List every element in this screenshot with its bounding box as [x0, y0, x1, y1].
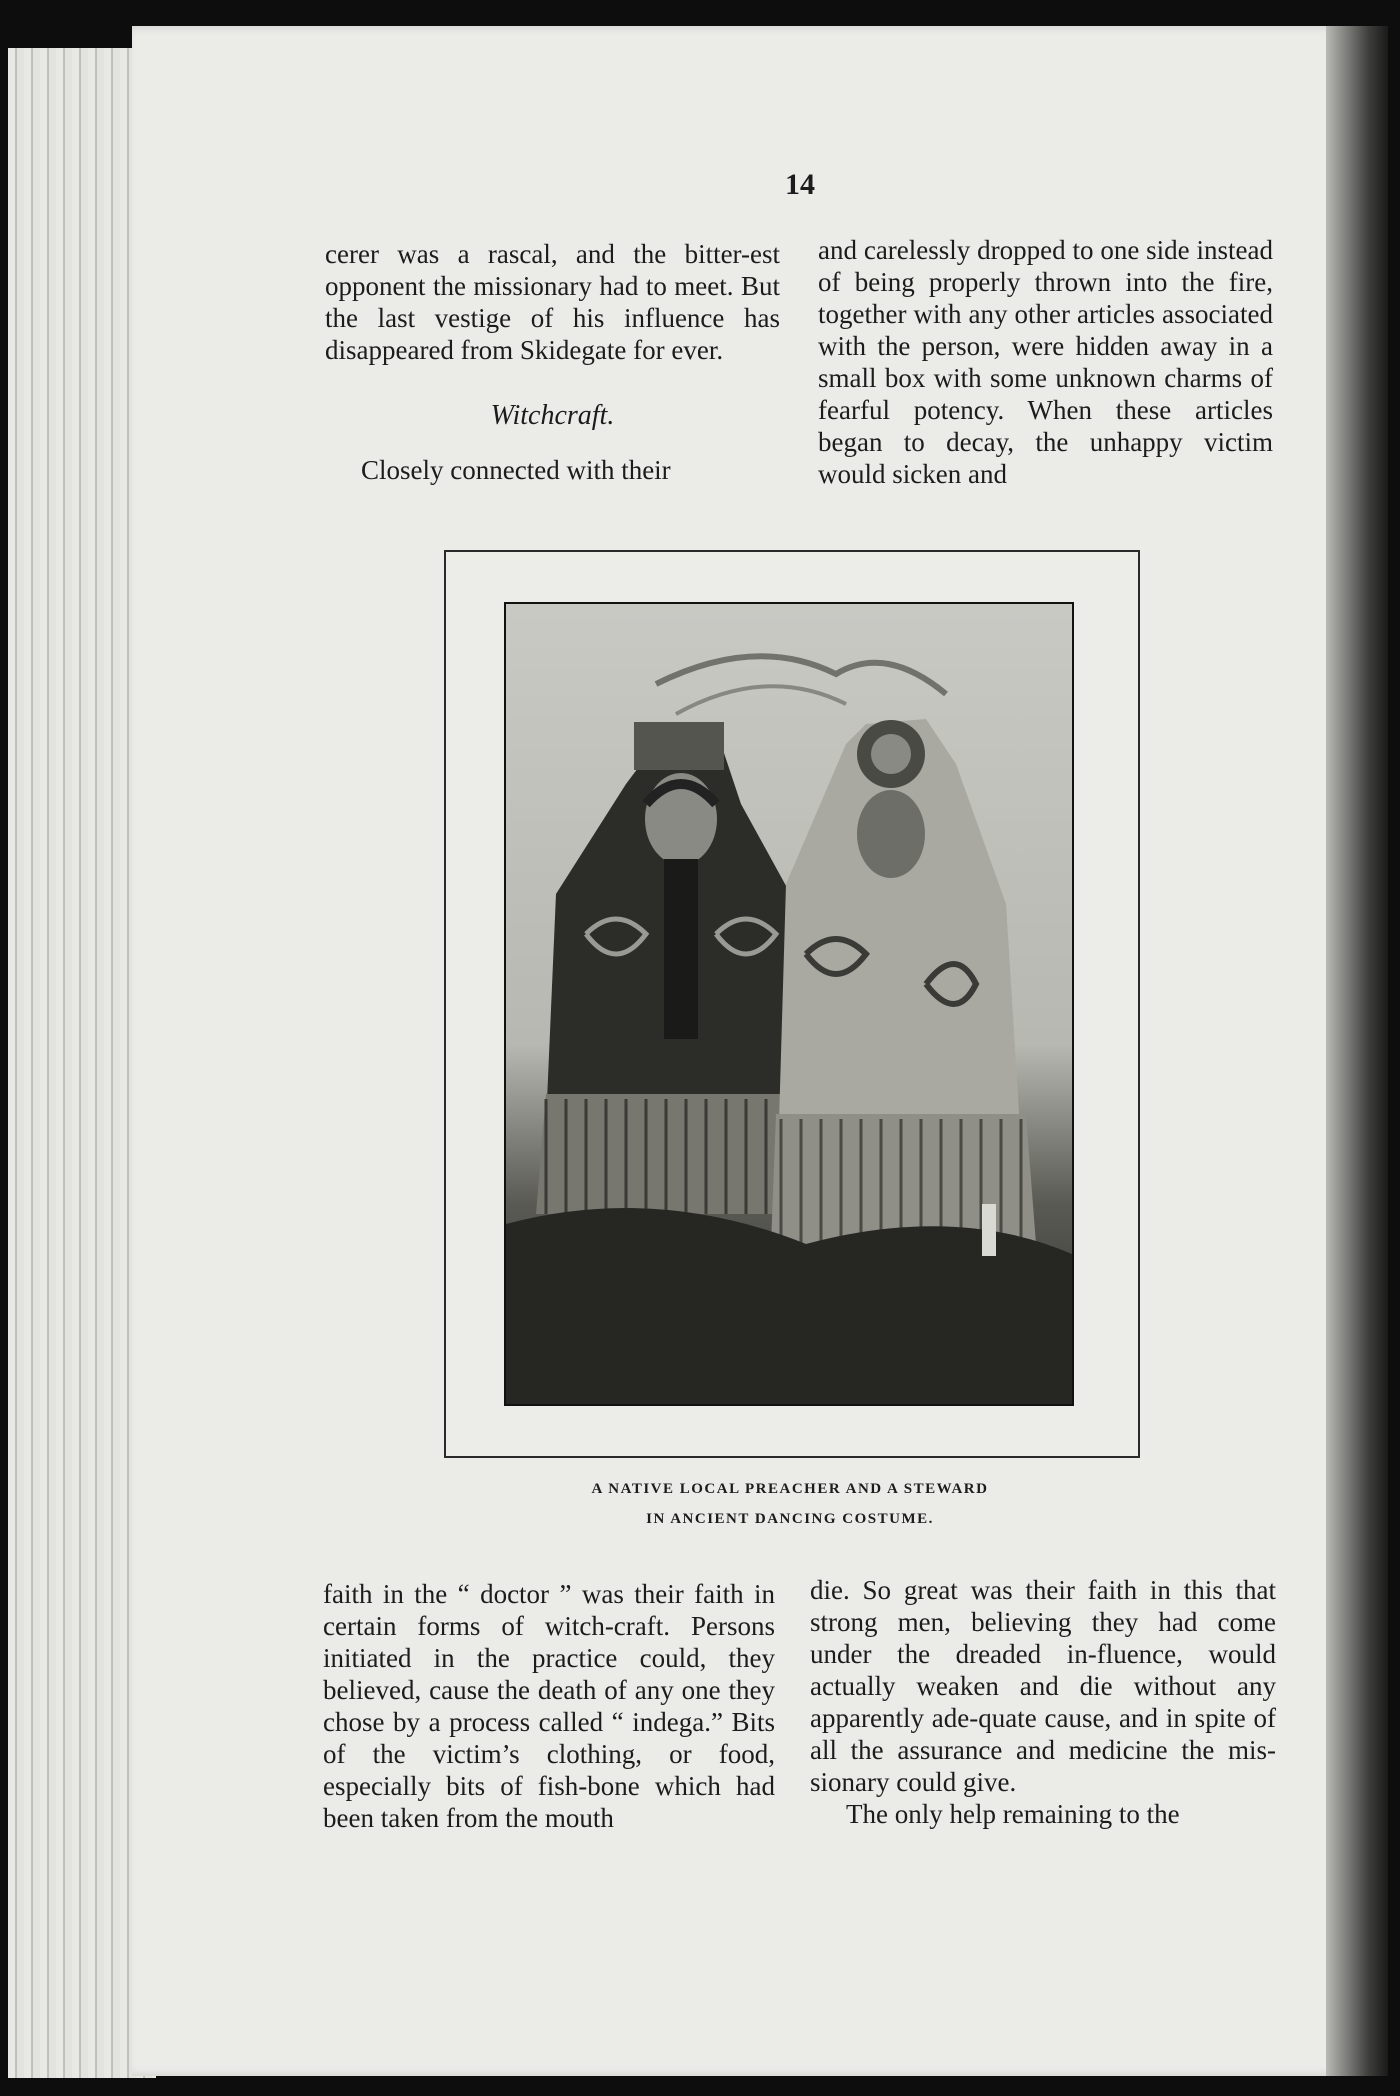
column-bottom-right [810, 1574, 1276, 1830]
paragraph: cerer was a rascal, and the bitter-est opponent the missionary had to meet. But the last vestige of his influence has disappeared from Skidegate for ever. [325, 239, 780, 365]
column-top-left [325, 238, 780, 486]
caption-line: A NATIVE LOCAL PREACHER AND A STEWARD [591, 1481, 989, 1497]
paragraph: The only help remaining to the [846, 1799, 1180, 1829]
column-top-right [818, 234, 1273, 490]
page-number: 14 [785, 168, 815, 201]
section-heading: Witchcraft. [490, 400, 615, 431]
paragraph: and carelessly dropped to one side instead of being properly thrown into the fire, together with any other articles associated with the person, were hidden away in a small box with some unknown charms of fearful potency. When these articles began to decay, the unhappy victim would sicken and [818, 235, 1273, 489]
paragraph: faith in the “ doctor ” was their faith in certain forms of witch-craft. Persons initiated in the practice could, they believed, cause the death of any one they chose by a process called “ indega.” Bits of the victim’s clothing, or food, especially bits of fish-bone which had been taken from the mouth [323, 1579, 775, 1833]
paragraph: Closely connected with their [361, 455, 671, 485]
paragraph: die. So great was their faith in this that strong men, believing they had come under the dreaded in-fluence, would actually weaken and die without any apparently ade-quate cause, and in spite of all the assurance and medicine the mis-sionary could give. [810, 1575, 1276, 1797]
binding-shadow [1326, 26, 1388, 2076]
column-bottom-left [323, 1578, 775, 1834]
photo-caption [444, 1474, 1136, 1534]
photo-two-men-dancing-costume [504, 602, 1074, 1406]
caption-line: IN ANCIENT DANCING COSTUME. [646, 1511, 934, 1527]
